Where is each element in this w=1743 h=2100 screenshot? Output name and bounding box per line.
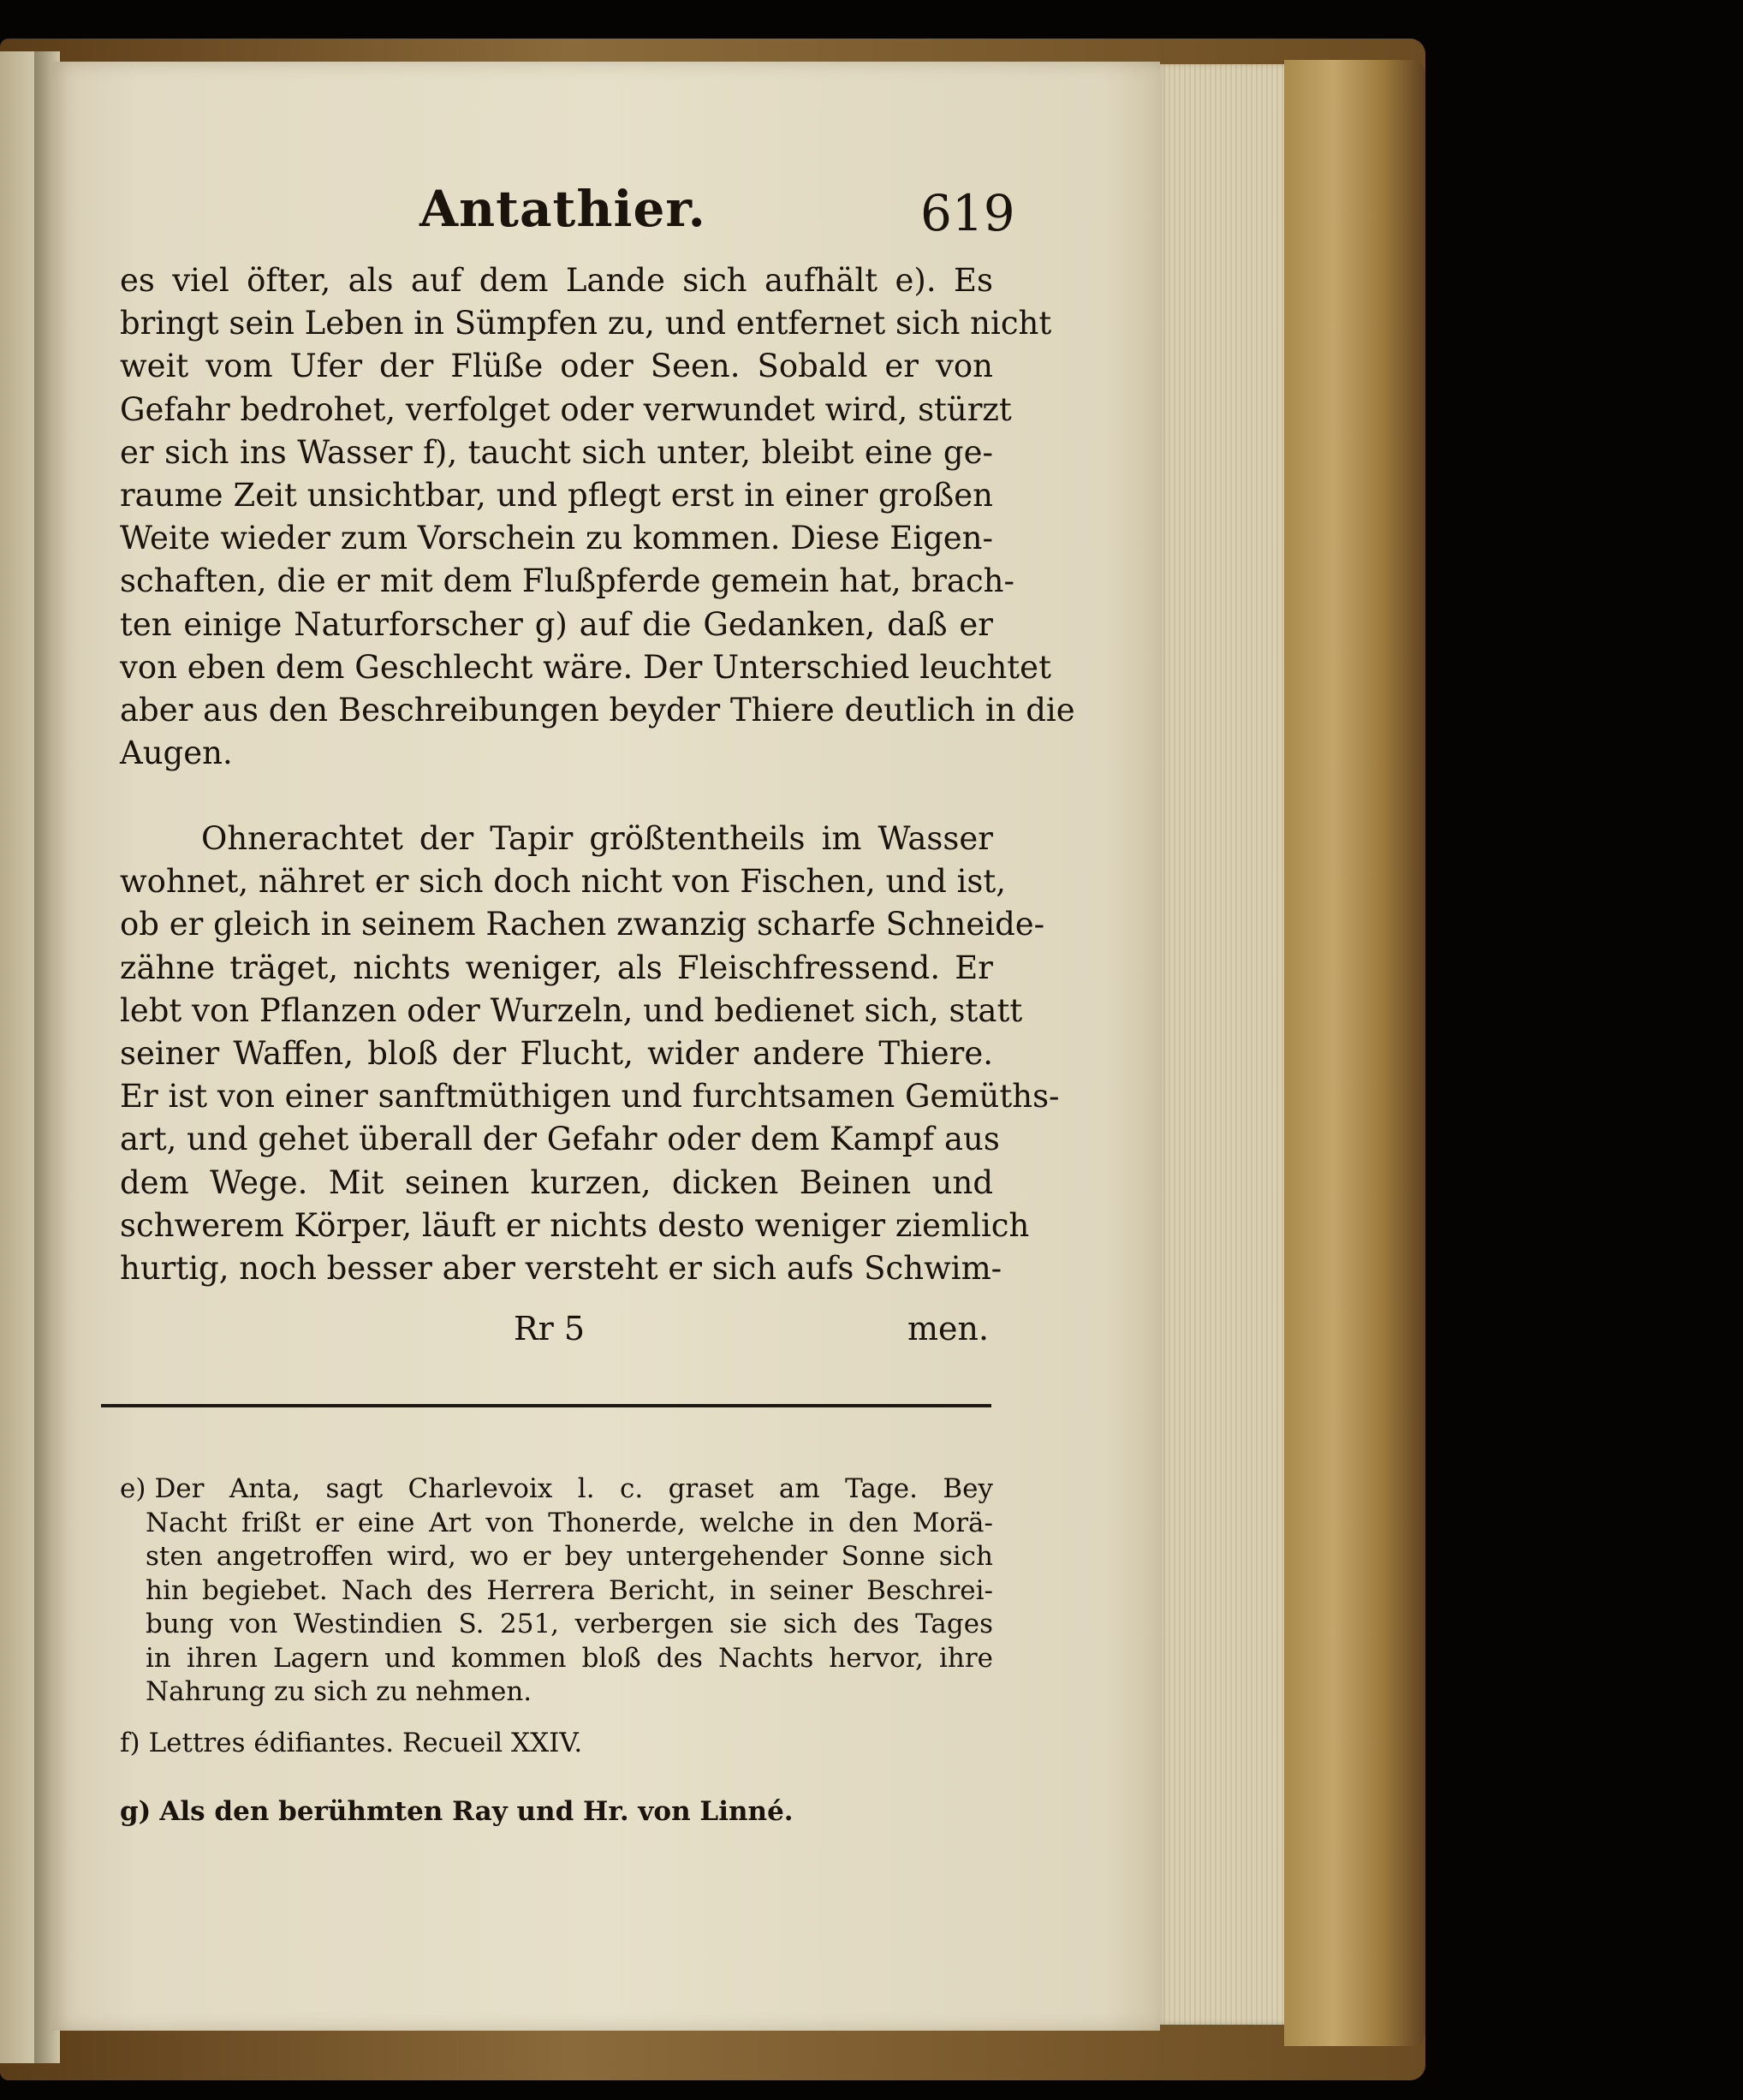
text-line: Augen.	[120, 735, 233, 772]
text-line: von eben dem Geschlecht wäre. Der Unterschied leuchtet	[120, 648, 1051, 686]
footnote-rule	[101, 1404, 991, 1407]
signature-mark: Rr 5	[514, 1310, 586, 1347]
text-line: es viel öfter, als auf dem Lande sich aufhält e). Es	[120, 262, 993, 299]
footnote-line: bung von Westindien S. 251, verbergen sie sich des Tages	[146, 1609, 993, 1639]
text-line: ten einige Naturforscher g) auf die Gedanken, daß er	[120, 605, 993, 643]
footnote-f	[120, 1727, 993, 1761]
footnote-mark: f)	[120, 1728, 140, 1758]
paragraph-2	[120, 818, 1060, 1290]
page-number: 619	[920, 184, 1015, 242]
cover-edge	[1284, 60, 1425, 2046]
footnote-e	[120, 1472, 993, 1710]
text-line: ob er gleich in seinem Rachen zwanzig scharfe Schneide-	[120, 906, 1045, 943]
text-line: zähne träget, nichts weniger, als Fleischfressend. Er	[120, 949, 993, 986]
text-line: Weite wieder zum Vorschein zu kommen. Diese Eigen-	[120, 520, 994, 557]
catchword: men.	[907, 1310, 990, 1347]
text-line: wohnet, nähret er sich doch nicht von Fischen, und ist,	[120, 863, 1007, 901]
text-line: aber aus den Beschreibungen beyder Thiere deutlich in die	[120, 691, 1075, 729]
footnote-line: Nacht frißt er eine Art von Thonerde, welche in den Morä-	[146, 1507, 993, 1538]
footnote-text: Der Anta, sagt Charlevoix l. c. graset am Tage. Bey	[154, 1473, 993, 1504]
footnote-g	[120, 1795, 993, 1829]
footnote-line: hin begiebet. Nach des Herrera Bericht, in seiner Beschrei-	[146, 1574, 993, 1606]
footnote-text: Lettres édifiantes. Recueil XXIV.	[148, 1728, 583, 1758]
text-line: art, und gehet überall der Gefahr oder dem Kampf aus	[120, 1121, 1000, 1158]
text-line: hurtig, noch besser aber versteht er sich aufs Schwim-	[120, 1249, 1002, 1287]
running-head-title: Antathier.	[419, 180, 706, 238]
footnote-line: sten angetroffen wird, wo er bey untergehender Sonne sich	[146, 1541, 993, 1572]
text-line: schaften, die er mit dem Flußpferde gemein hat, brach-	[120, 562, 1015, 600]
text-line: schwerem Körper, läuft er nichts desto weniger ziemlich	[120, 1206, 1030, 1244]
text-line: bringt sein Leben in Sümpfen zu, und entfernet sich nicht	[120, 305, 1052, 342]
text-line: raume Zeit unsichtbar, und pflegt erst in einer großen	[120, 476, 993, 514]
footnote-text: Als den berühmten Ray und Hr. von Linné.	[159, 1796, 794, 1827]
text-line: seiner Waffen, bloß der Flucht, wider andere Thiere.	[120, 1034, 993, 1072]
text-line: weit vom Ufer der Flüße oder Seen. Sobald er von	[120, 348, 993, 385]
footnote-line: in ihren Lagern und kommen bloß des Nachts hervor, ihre	[146, 1642, 993, 1674]
text-line: Ohnerachtet der Tapir größtentheils im Wasser	[201, 820, 993, 857]
text-line: er sich ins Wasser f), taucht sich unter, bleibt eine ge-	[120, 433, 993, 471]
footnote-mark: g)	[120, 1796, 152, 1827]
page-block-edges	[1156, 64, 1284, 2025]
text-line: dem Wege. Mit seinen kurzen, dicken Beinen und	[120, 1163, 993, 1201]
text-line: Gefahr bedrohet, verfolget oder verwundet wird, stürzt	[120, 390, 1012, 428]
footnote-line: Nahrung zu sich zu nehmen.	[146, 1676, 532, 1707]
footnote-mark: e)	[120, 1473, 146, 1504]
footnote-line	[120, 1472, 993, 1507]
text-line: Er ist von einer sanftmüthigen und furchtsamen Gemüths-	[120, 1078, 1060, 1115]
paragraph-1	[120, 259, 1075, 775]
text-line: lebt von Pflanzen oder Wurzeln, und bedienet sich, statt	[120, 991, 1023, 1029]
